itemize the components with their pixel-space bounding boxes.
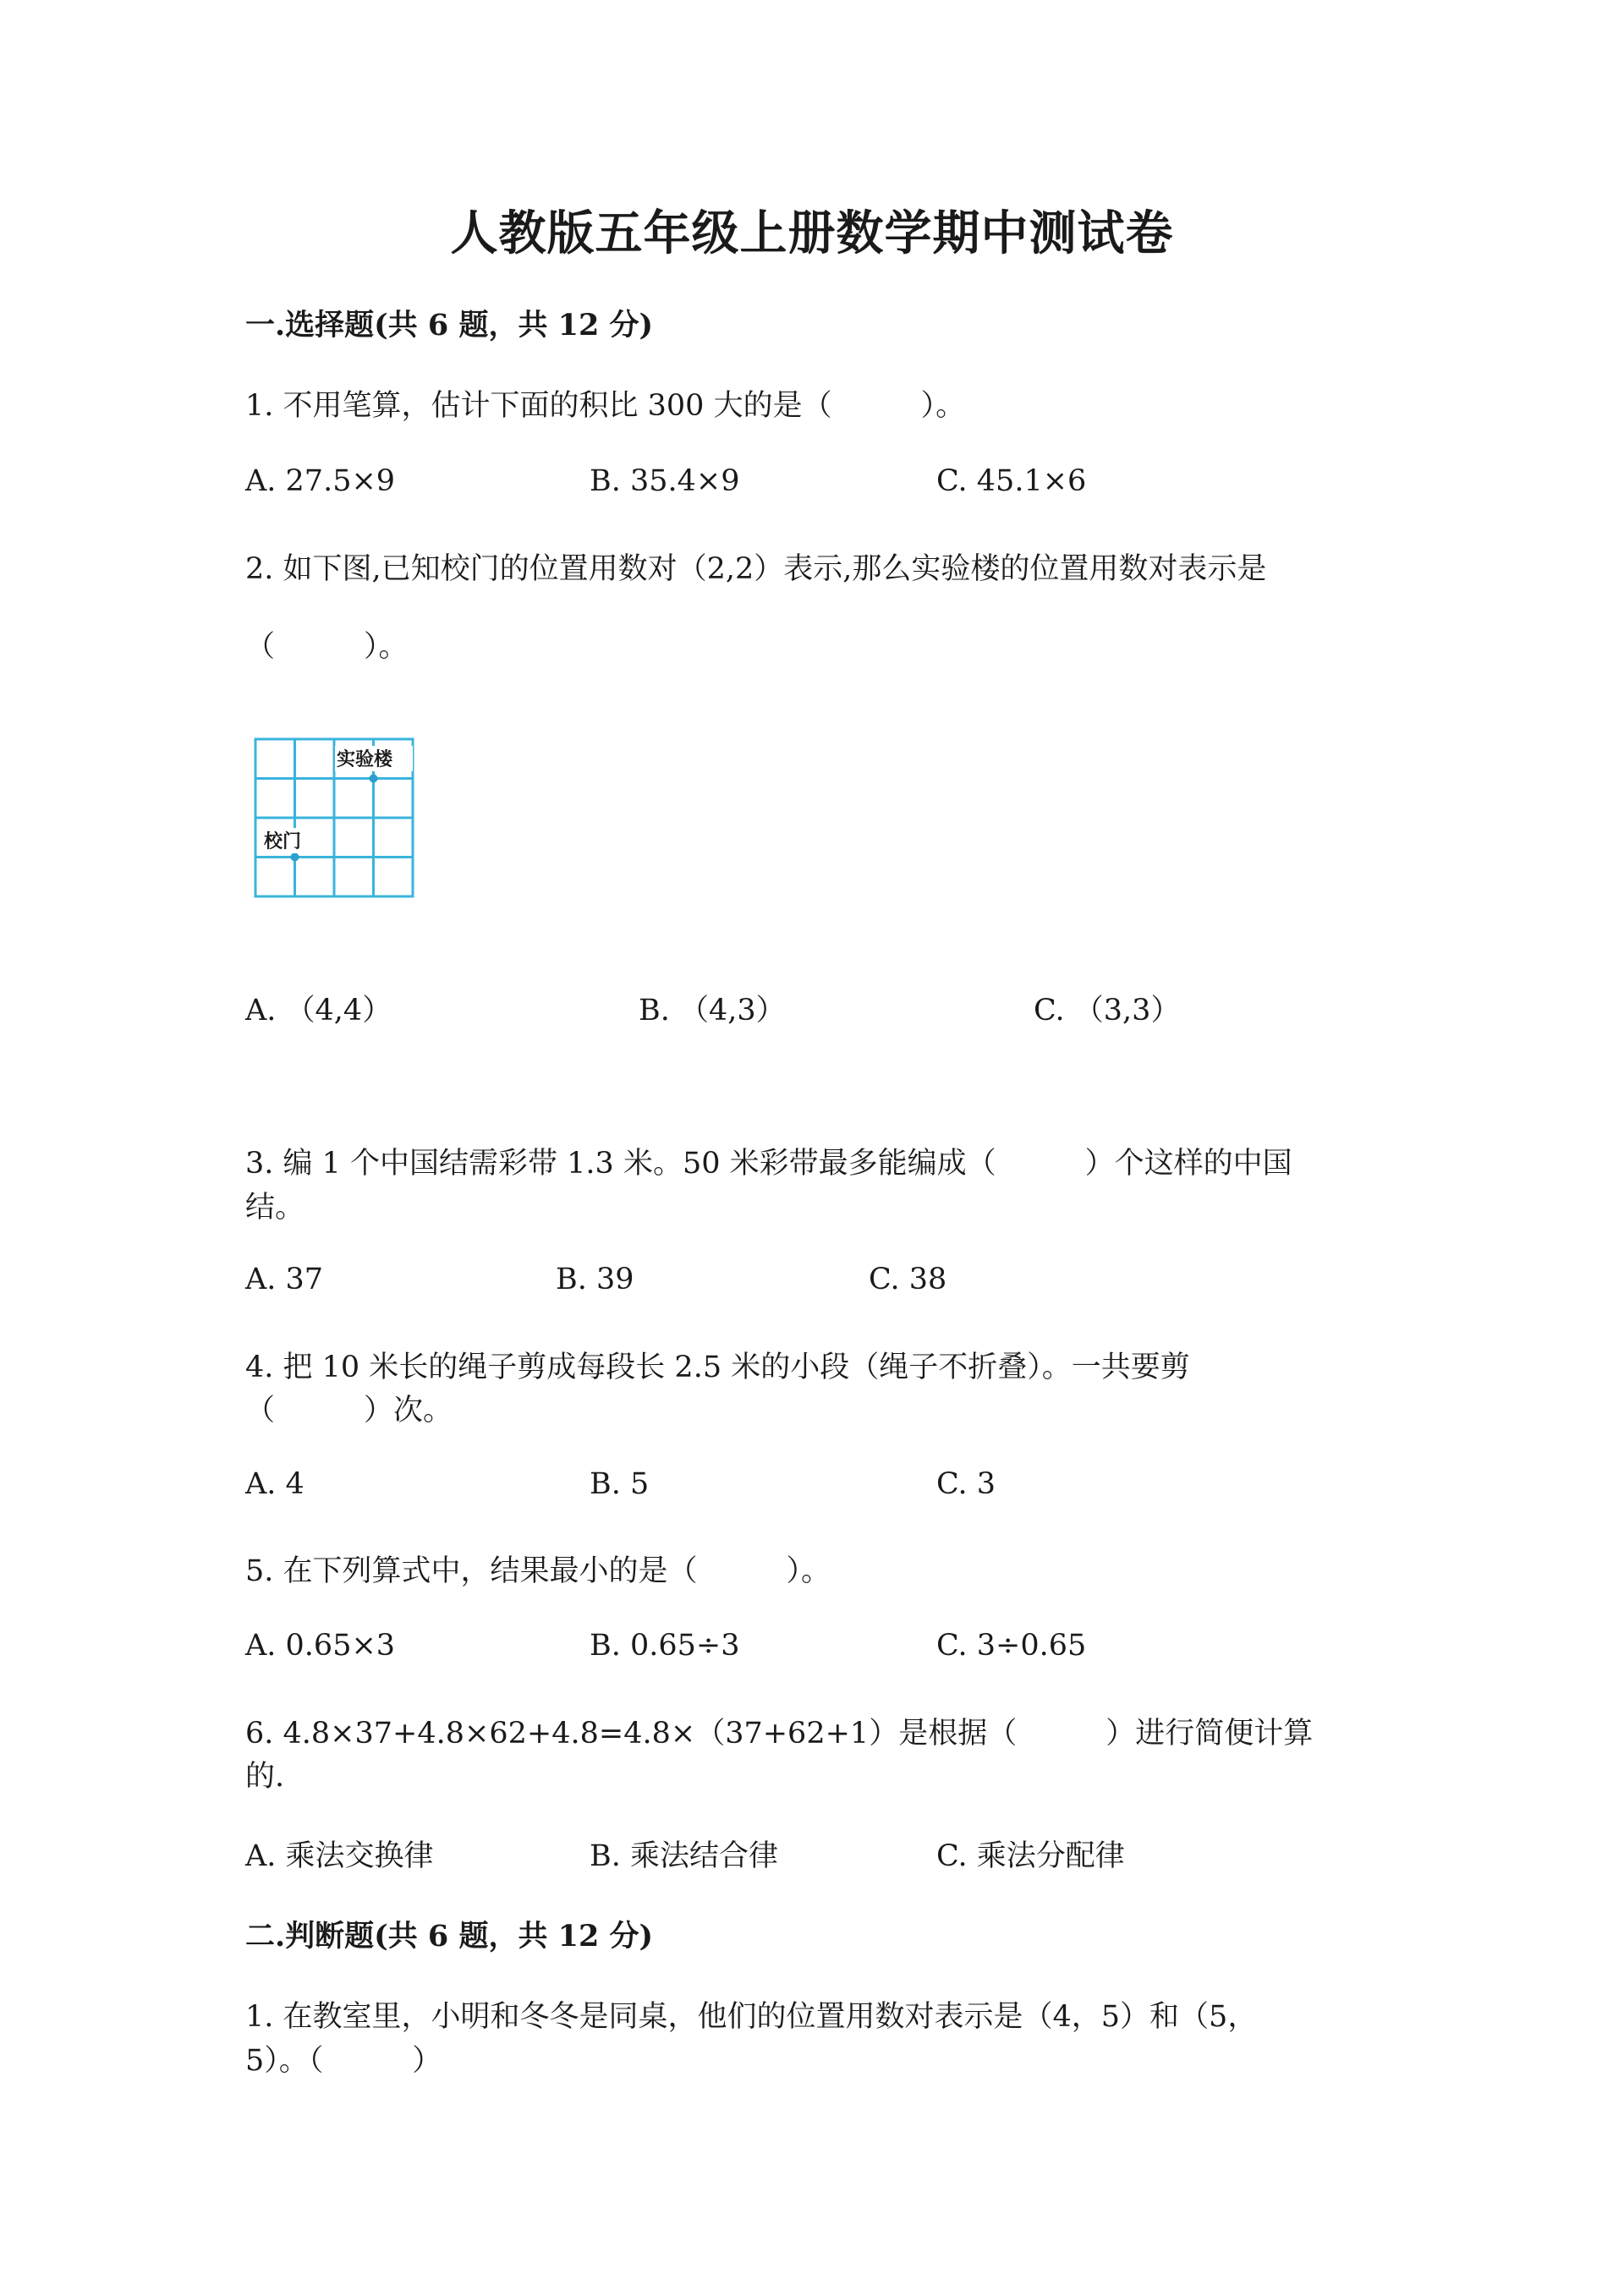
question-1-option-c: C. 45.1×6 (936, 464, 1087, 498)
section-heading-choice: 一.选择题(共 6 题，共 12 分) (245, 308, 654, 342)
page-title: 人教版五年级上册数学期中测试卷 (450, 205, 1174, 261)
question-2-option-c: C. （3,3） (1034, 994, 1181, 1027)
lab-building-label: 实验楼 (337, 748, 393, 770)
question-6-text-line-1: 6. 4.8×37+4.8×62+4.8=4.8×（37+62+1）是根据（ ）进行简便计算 (245, 1717, 1314, 1751)
question-5-option-b: B. 0.65÷3 (590, 1629, 740, 1663)
question-6-option-b: B. 乘法结合律 (590, 1839, 778, 1873)
question-1-text: 1. 不用笔算，估计下面的积比 300 大的是（ ）。 (245, 389, 966, 423)
question-3-option-a: A. 37 (245, 1263, 324, 1296)
question-3-text-line-2: 结。 (245, 1191, 305, 1225)
question-1-option-b: B. 35.4×9 (590, 464, 740, 498)
question-5-text: 5. 在下列算式中，结果最小的是（ ）。 (245, 1554, 831, 1588)
question-4-option-b: B. 5 (590, 1467, 650, 1501)
coordinate-grid-figure (254, 737, 420, 901)
school-gate-point (291, 853, 299, 862)
section-heading-true-false: 二.判断题(共 6 题，共 12 分) (245, 1919, 654, 1954)
question-1-option-a: A. 27.5×9 (245, 464, 396, 498)
question-3-option-c: C. 38 (869, 1263, 947, 1296)
question-2-option-b: B. （4,3） (639, 994, 786, 1027)
question-3-option-b: B. 39 (556, 1263, 634, 1296)
question-5-option-c: C. 3÷0.65 (936, 1629, 1087, 1663)
question-4-option-c: C. 3 (936, 1467, 996, 1501)
question-4-option-a: A. 4 (245, 1467, 304, 1501)
question-6-option-a: A. 乘法交换律 (245, 1839, 434, 1873)
question-6-option-c: C. 乘法分配律 (936, 1839, 1125, 1873)
question-6-text-line-2: 的. (245, 1760, 285, 1794)
school-gate-label: 校门 (264, 830, 302, 852)
question-2-option-a: A. （4,4） (245, 994, 392, 1027)
question-4-text-line-2: （ ）次。 (245, 1394, 453, 1427)
question-3-text-line-1: 3. 编 1 个中国结需彩带 1.3 米。50 米彩带最多能编成（ ）个这样的中国 (245, 1147, 1292, 1181)
question-4-text-line-1: 4. 把 10 米长的绳子剪成每段长 2.5 米的小段（绳子不折叠）。一共要剪 (245, 1351, 1190, 1384)
judge-question-1-text-line-2: 5）。（ ） (245, 2044, 442, 2078)
judge-question-1-text-line-1: 1. 在教室里，小明和冬冬是同桌，他们的位置用数对表示是（4，5）和（5， (245, 2000, 1258, 2034)
lab-building-point (370, 775, 378, 783)
question-2-text-line-1: 2. 如下图,已知校门的位置用数对（2,2）表示,那么实验楼的位置用数对表示是 (245, 552, 1267, 586)
question-2-text-line-2: （ ）。 (245, 630, 409, 664)
question-5-option-a: A. 0.65×3 (245, 1629, 396, 1663)
